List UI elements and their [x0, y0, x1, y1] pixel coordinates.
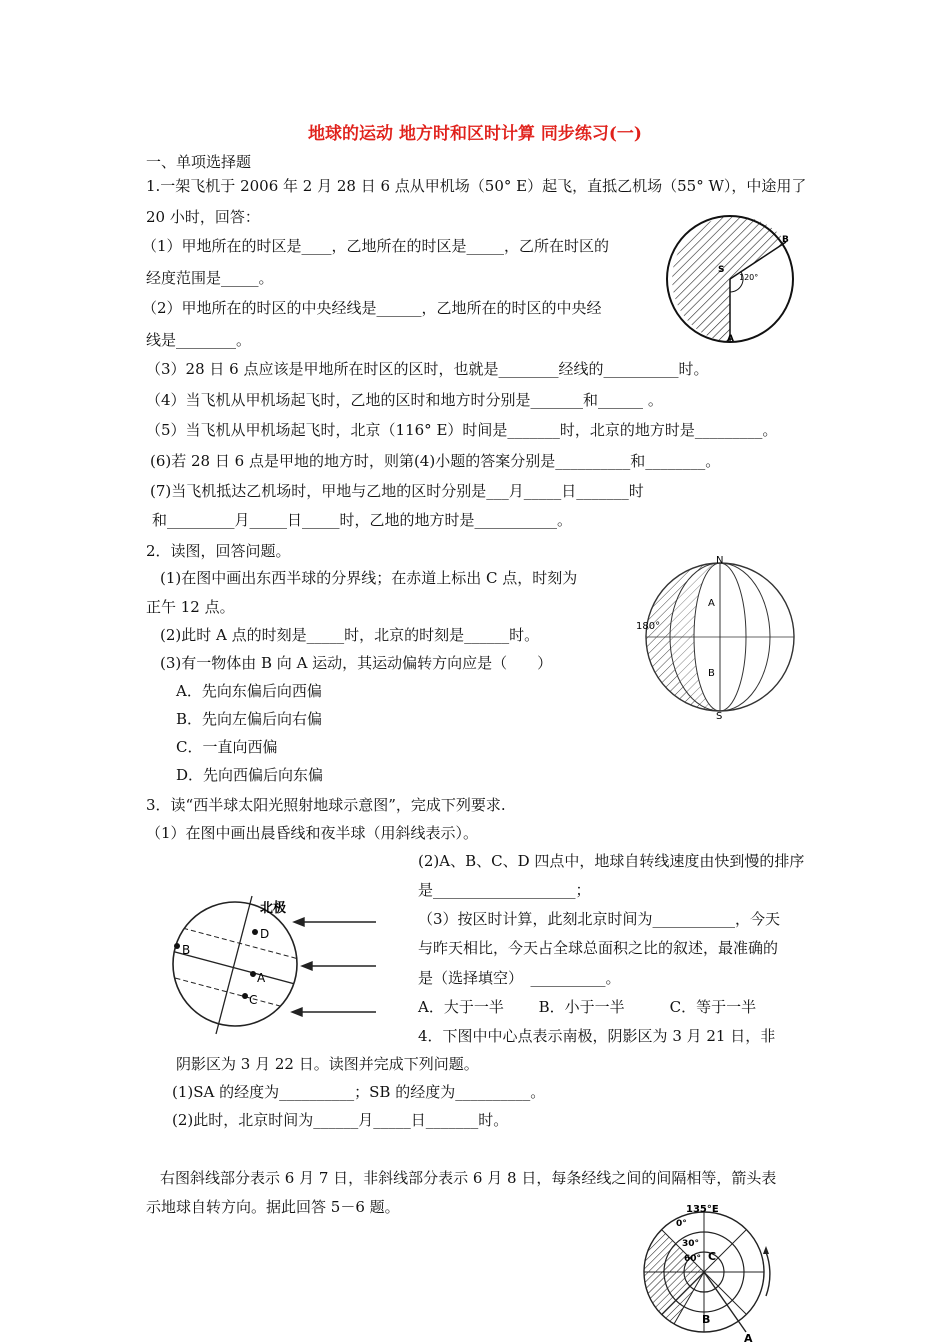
q1-line1: 1.一架飞机于 2006 年 2 月 28 日 6 点从甲机场（50° E）起飞，直抵乙机场（55° W），中途用了: [146, 177, 807, 195]
q2-option-a: A．先向东偏后向西偏: [176, 682, 322, 700]
q3-part2a: (2)A、B、C、D 四点中，地球自转线速度由快到慢的排序: [418, 852, 805, 870]
q4-line1: 4．下图中中心点表示南极，阴影区为 3 月 21 日，非: [418, 1027, 776, 1045]
q1-part1a: （1）甲地所在的时区是____，乙地所在的时区是_____，乙所在时区的: [142, 237, 610, 255]
fig3-label-north-pole: 北极: [260, 901, 287, 916]
q2-part1b: 正午 12 点。: [146, 598, 235, 616]
q3-part3a: （3）按区时计算，此刻北京时间为___________，今天: [418, 910, 781, 928]
q1-part5: （5）当飞机从甲机场起飞时，北京（116° E）时间是_______时，北京的地方时是_________。: [146, 421, 778, 439]
q1-line2: 20 小时，回答：: [146, 208, 260, 226]
fig4-label-135e: 135°E: [686, 1204, 719, 1215]
fig4-label-c: C: [708, 1250, 717, 1263]
q2-part3: (3)有一物体由 B 向 A 运动，其运动偏转方向应是（ ）: [160, 654, 553, 672]
q3-options: A．大于一半 B．小于一半 C．等于一半: [418, 998, 757, 1016]
fig3-label-d: D: [260, 927, 270, 941]
figure-1-polar-diagram: [664, 208, 798, 346]
page-title: 地球的运动 地方时和区时计算 同步练习(一): [308, 124, 642, 144]
fig2-label-s: S: [716, 711, 723, 719]
q1-part2b: 线是________。: [146, 331, 252, 349]
q3-heading: 3．读“西半球太阳光照射地球示意图”，完成下列要求.: [146, 796, 506, 814]
q2-option-c: C．一直向西偏: [176, 738, 278, 756]
fig3-label-a: A: [257, 971, 266, 985]
q1-part2a: （2）甲地所在的时区的中央经线是______，乙地所在的时区的中央经: [142, 299, 602, 317]
fig2-label-180: 180°: [636, 621, 661, 632]
figure-4-polar-rings: [632, 1196, 780, 1344]
fig4-label-b: B: [702, 1313, 711, 1326]
figure-2-globe: [630, 553, 804, 719]
q2-part2: (2)此时 A 点的时刻是_____时，北京的时刻是______时。: [160, 626, 540, 644]
q2-heading: 2．读图，回答问题。: [146, 542, 291, 560]
q56-line2: 示地球自转方向。据此回答 5－6 题。: [146, 1198, 400, 1216]
q4-part1: (1)SA 的经度为__________；SB 的经度为__________。: [172, 1083, 546, 1101]
q4-line2: 阴影区为 3 月 22 日。读图并完成下列问题。: [176, 1055, 479, 1073]
fig2-label-b: B: [708, 668, 715, 679]
fig4-label-30: 30°: [682, 1239, 700, 1249]
fig4-label-a: A: [744, 1332, 753, 1344]
fig2-label-n: N: [716, 555, 724, 566]
q2-option-d: D．先向西偏后向东偏: [176, 766, 324, 784]
q4-part2: (2)此时，北京时间为______月_____日_______时。: [172, 1111, 509, 1129]
section-heading: 一、单项选择题: [146, 153, 252, 171]
figure-3-sunlight-diagram: [160, 890, 380, 1040]
fig1-angle: 120°: [739, 273, 759, 282]
q1-part4: （4）当飞机从甲机场起飞时，乙地的区时和地方时分别是_______和______ 。: [146, 391, 663, 409]
fig3-label-b: B: [182, 943, 191, 957]
q3-part2b: 是___________________；: [418, 881, 591, 899]
q1-part3: （3）28 日 6 点应该是甲地所在时区的区时，也就是________经线的__________时。: [146, 360, 709, 378]
q2-part1a: (1)在图中画出东西半球的分界线；在赤道上标出 C 点，时刻为: [160, 569, 578, 587]
q1-part1b: 经度范围是_____。: [146, 269, 274, 287]
q1-part7b: 和_________月_____日_____时，乙地的地方时是___________。: [152, 511, 573, 529]
q2-option-b: B．先向左偏后向右偏: [176, 710, 323, 728]
fig3-label-c: C: [249, 993, 258, 1007]
q3-part3b: 与昨天相比，今天占全球总面积之比的叙述，最准确的: [418, 939, 779, 957]
fig1-label-s: S: [718, 265, 725, 275]
fig4-label-0: 0°: [676, 1219, 687, 1229]
q3-part3c: 是（选择填空） __________。: [418, 969, 621, 987]
q3-part1: （1）在图中画出晨昏线和夜半球（用斜线表示）。: [146, 824, 479, 842]
q1-part6: (6)若 28 日 6 点是甲地的地方时，则第(4)小题的答案分别是__________和________。: [150, 452, 721, 470]
fig4-label-60: 60°: [684, 1254, 702, 1264]
fig1-label-a: A: [727, 334, 734, 344]
fig1-label-b: B: [782, 235, 789, 245]
fig2-label-a: A: [708, 598, 715, 609]
q56-line1: 右图斜线部分表示 6 月 7 日，非斜线部分表示 6 月 8 日，每条经线之间的间隔相等，箭头表: [160, 1169, 777, 1187]
q1-part7a: (7)当飞机抵达乙机场时，甲地与乙地的区时分别是___月_____日_______时: [150, 482, 644, 500]
